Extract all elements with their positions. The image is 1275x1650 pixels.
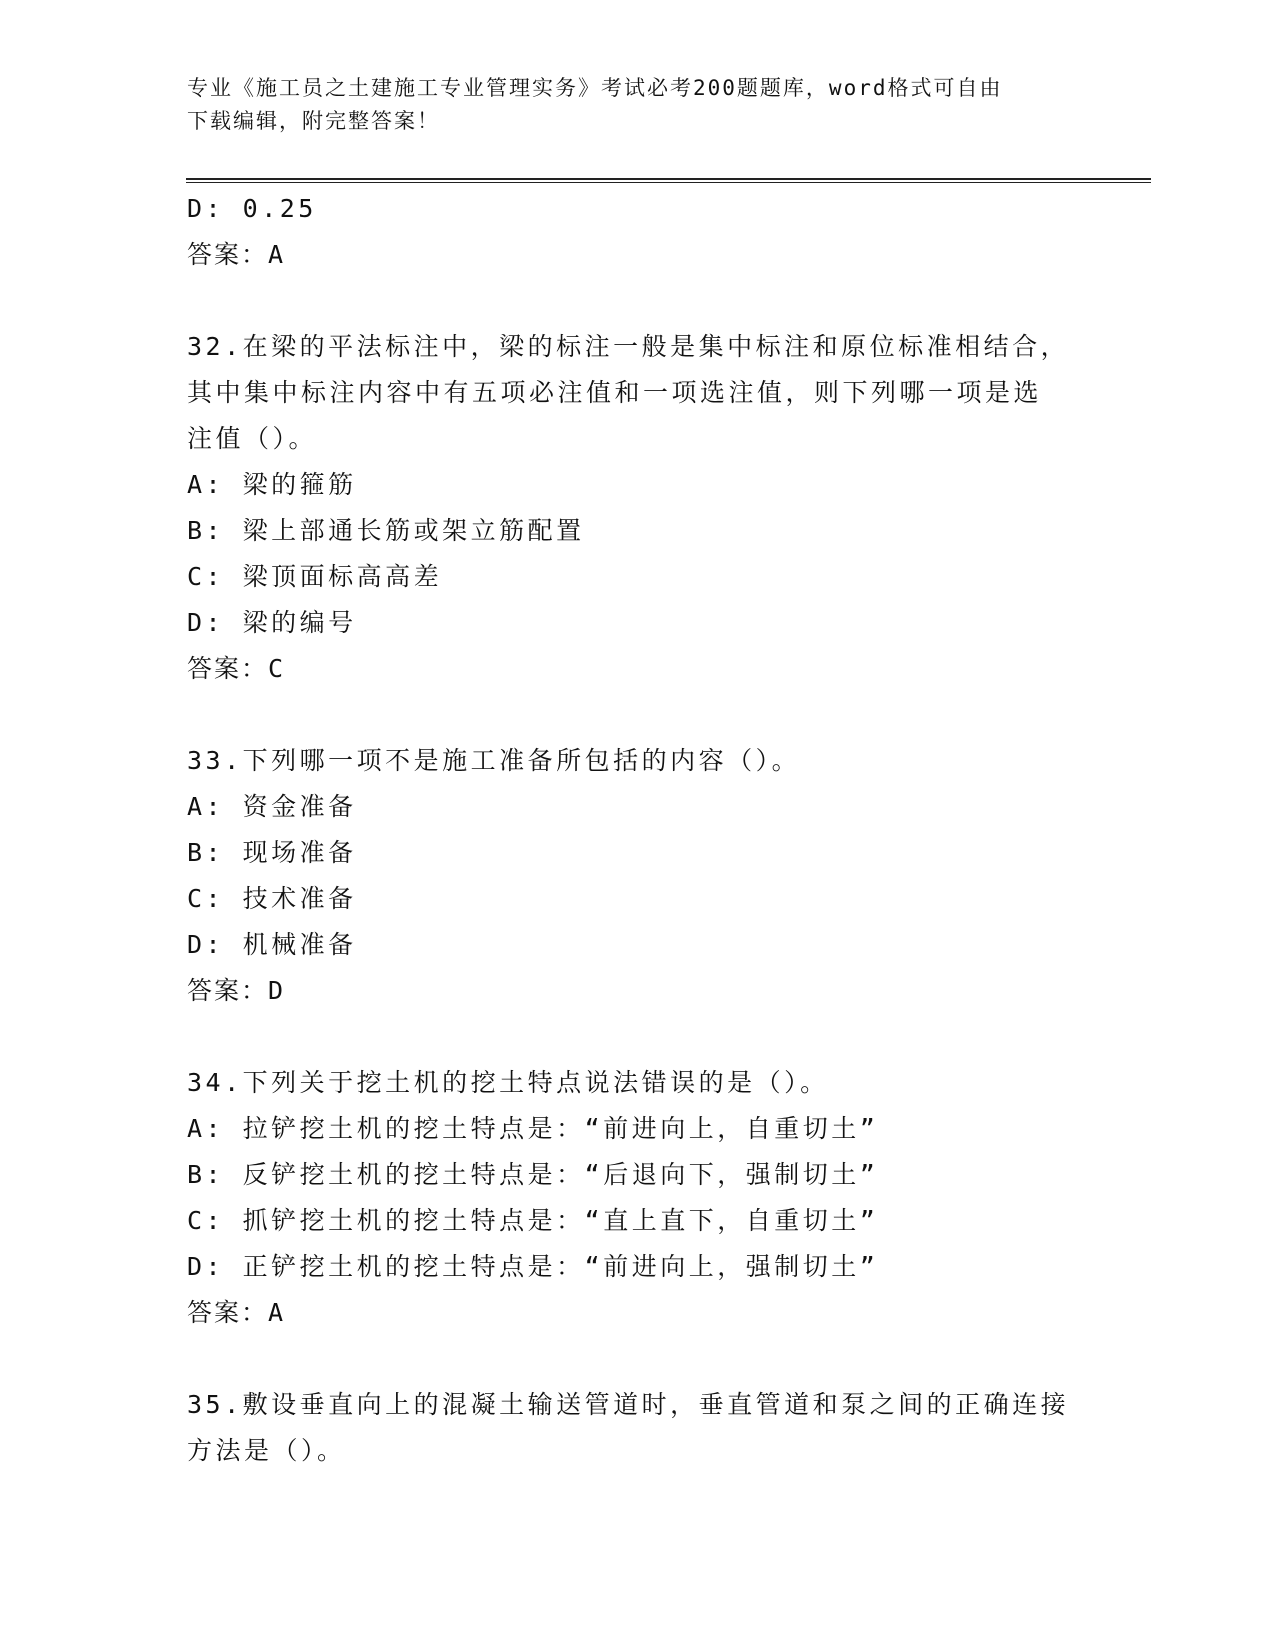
question-text-line: 方法是（）。 xyxy=(187,1436,346,1465)
question-32 xyxy=(187,324,1087,692)
question-text-line: 34.下列关于挖土机的挖土特点说法错误的是（）。 xyxy=(187,1068,829,1097)
header-divider xyxy=(186,178,1151,183)
spacer xyxy=(187,1336,1087,1382)
spacer xyxy=(187,1014,1087,1060)
option-d: D: 0.25 xyxy=(187,194,317,223)
question-34 xyxy=(187,1060,1087,1336)
question-text-line: 32.在梁的平法标注中，梁的标注一般是集中标注和原位标准相结合， xyxy=(187,332,1070,361)
option-d: D: 梁的编号 xyxy=(187,608,357,637)
header-line-2: 下载编辑，附完整答案！ xyxy=(187,109,440,133)
document-header xyxy=(187,72,1067,138)
answer: 答案：A xyxy=(187,1298,286,1327)
question-35 xyxy=(187,1382,1087,1474)
question-text-line: 其中集中标注内容中有五项必注值和一项选注值，则下列哪一项是选 xyxy=(187,378,1043,407)
answer: 答案：D xyxy=(187,976,286,1005)
option-c: C: 梁顶面标高高差 xyxy=(187,562,443,591)
spacer xyxy=(187,692,1087,738)
option-d: D: 正铲挖土机的挖土特点是：“前进向上，强制切土” xyxy=(187,1252,879,1281)
question-text-line: 35.敷设垂直向上的混凝土输送管道时，垂直管道和泵之间的正确连接 xyxy=(187,1390,1070,1419)
option-d: D: 机械准备 xyxy=(187,930,357,959)
option-b: B: 梁上部通长筋或架立筋配置 xyxy=(187,516,585,545)
option-b: B: 反铲挖土机的挖土特点是：“后退向下，强制切土” xyxy=(187,1160,879,1189)
option-b: B: 现场准备 xyxy=(187,838,357,867)
question-text-line: 注值（）。 xyxy=(187,424,318,453)
option-a: A: 拉铲挖土机的挖土特点是：“前进向上，自重切土” xyxy=(187,1114,879,1143)
option-c: C: 抓铲挖土机的挖土特点是：“直上直下，自重切土” xyxy=(187,1206,879,1235)
option-a: A: 资金准备 xyxy=(187,792,357,821)
answer: 答案：C xyxy=(187,654,286,683)
spacer xyxy=(187,278,1087,324)
question-text-line: 33.下列哪一项不是施工准备所包括的内容（）。 xyxy=(187,746,801,775)
document-body xyxy=(187,186,1087,1474)
option-a: A: 梁的箍筋 xyxy=(187,470,357,499)
header-line-1: 专业《施工员之土建施工专业管理实务》考试必考200题题库，word格式可自由 xyxy=(187,76,1003,100)
question-33 xyxy=(187,738,1087,1014)
answer: 答案：A xyxy=(187,240,286,269)
option-c: C: 技术准备 xyxy=(187,884,357,913)
